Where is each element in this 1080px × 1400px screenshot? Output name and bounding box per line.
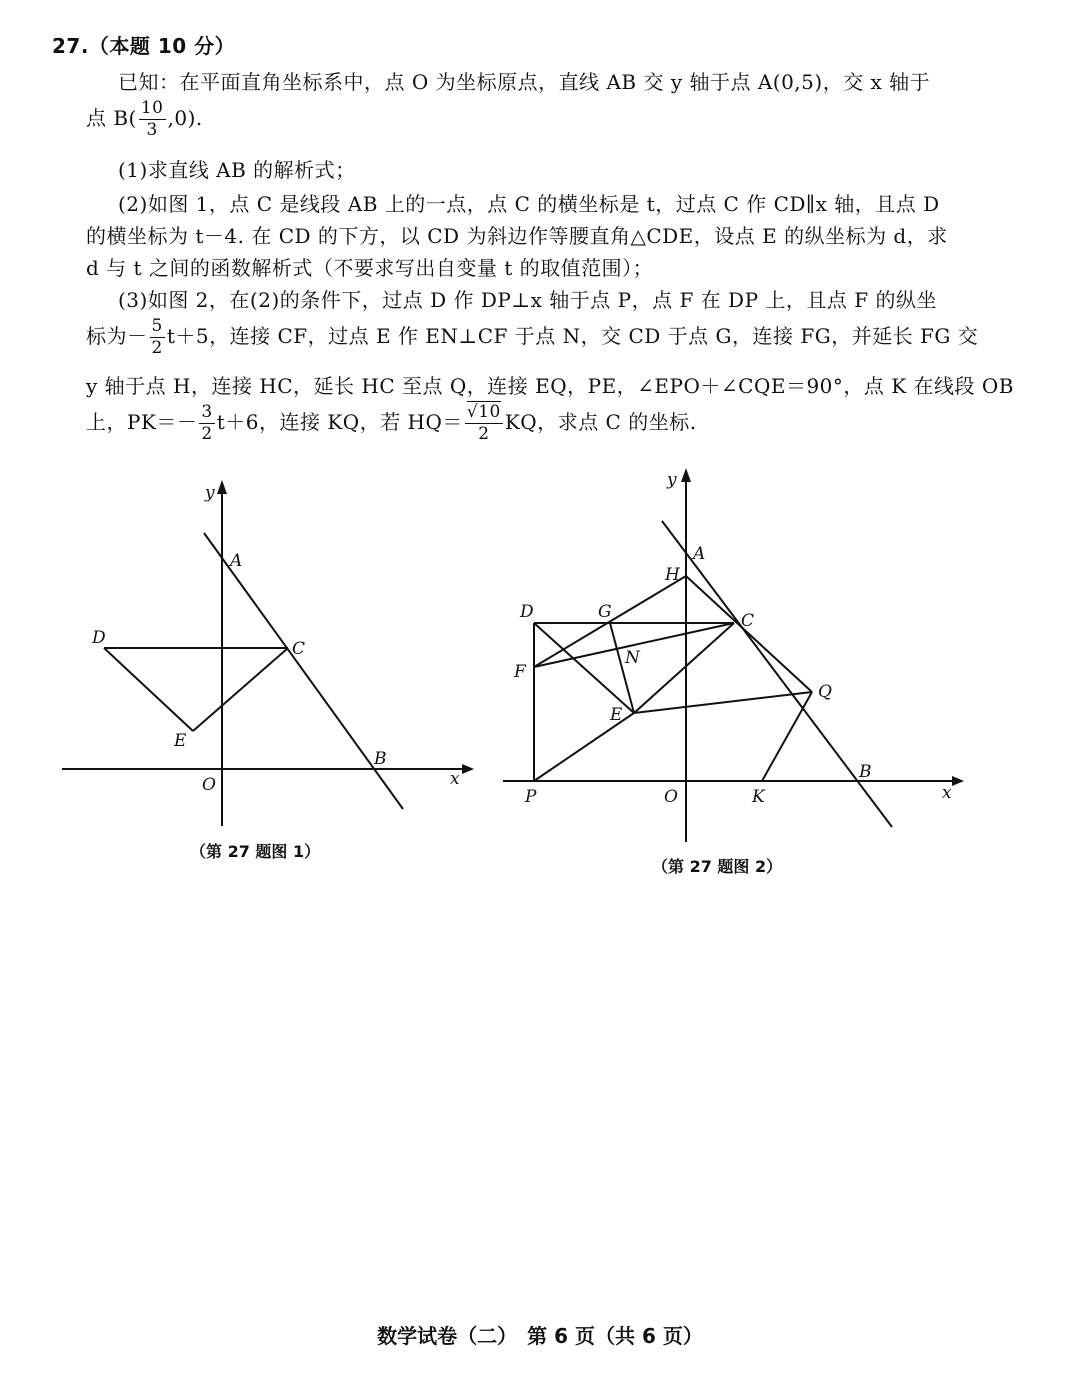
fig2-label-q: Q [818, 682, 832, 702]
fig1-x-arrow [462, 764, 474, 774]
fig2-segment-hq [686, 576, 812, 692]
given-line-2-post: ,0). [167, 106, 203, 130]
q3-line-4-post: KQ，求点 C 的坐标. [504, 410, 697, 434]
fig1-caption: （第 27 题图 1） [190, 842, 321, 861]
fig2-label-o: O [664, 787, 678, 807]
fig1-label-o: O [202, 775, 216, 795]
question-1: (1)求直线 AB 的解析式； [118, 158, 356, 182]
fraction-numerator: 10 [140, 98, 164, 118]
given-line-2-pre: 点 B( [86, 106, 137, 130]
fig2-label-h: H [665, 565, 680, 585]
fig2-label-d: D [520, 602, 534, 622]
fraction-denominator: 2 [478, 424, 490, 444]
fig1-label-a: A [230, 551, 243, 571]
q3-line-4-mid: t＋6，连接 KQ，若 HQ＝ [216, 410, 463, 434]
question-2-line-1: (2)如图 1，点 C 是线段 AB 上的一点，点 C 的横坐标是 t，过点 C 作 CD∥x 轴，且点 D [118, 192, 940, 216]
fig2-label-p: P [525, 787, 537, 807]
fig1-label-y: y [205, 483, 215, 503]
fig2-label-c: C [741, 611, 755, 631]
page-footer: 数学试卷（二） 第 6 页（共 6 页） [377, 1324, 703, 1348]
question-2-line-3: d 与 t 之间的函数解析式（不要求写出自变量 t 的取值范围）； [86, 256, 654, 280]
fig1-label-c: C [292, 639, 306, 659]
question-2-line-2: 的横坐标为 t－4. 在 CD 的下方，以 CD 为斜边作等腰直角△CDE，设点 E 的纵坐标为 d，求 [86, 224, 948, 248]
fig2-label-n: N [625, 648, 640, 668]
fraction-denominator: 2 [151, 338, 163, 358]
fig2-segment-kq [762, 692, 812, 781]
fig1-segment-de [104, 648, 193, 731]
problem-header: 27.（本题 10 分） [52, 34, 236, 58]
fig2-y-arrow [681, 468, 691, 482]
fig2-label-a: A [693, 544, 706, 564]
q3-line-2-post: t＋5，连接 CF，过点 E 作 EN⊥CF 于点 N，交 CD 于点 G，连接 FG，并延长 FG 交 [166, 324, 979, 348]
fig2-x-arrow [952, 776, 964, 786]
question-3-line-1: (3)如图 2，在(2)的条件下，过点 D 作 DP⊥x 轴于点 P，点 F 在 DP 上，且点 F 的纵坐 [118, 288, 937, 312]
fig2-label-e: E [610, 705, 623, 725]
fig2-label-k: K [752, 787, 765, 807]
fraction-numerator: 5 [151, 316, 163, 336]
fig1-segment-ec [193, 648, 288, 731]
q3-line-2-pre: 标为－ [86, 324, 148, 348]
fig2-label-g: G [598, 602, 612, 622]
fig2-segment-ec [634, 623, 734, 713]
fig2-label-y: y [667, 470, 677, 490]
fig2-label-x: x [942, 783, 952, 803]
given-line-1: 已知：在平面直角坐标系中，点 O 为坐标原点，直线 AB 交 y 轴于点 A(0,5)，交 x 轴于 [118, 70, 931, 94]
fig1-label-e: E [174, 731, 187, 751]
fraction-denominator: 3 [146, 120, 158, 140]
fig1-label-b: B [374, 749, 387, 769]
fig1-label-d: D [92, 628, 106, 648]
fig1-label-x: x [450, 769, 460, 789]
fig2-label-b: B [859, 762, 872, 782]
question-3-line-3: y 轴于点 H，连接 HC，延长 HC 至点 Q，连接 EQ，PE，∠EPO＋∠CQE＝90°，点 K 在线段 OB [86, 374, 1015, 398]
fraction-denominator: 2 [201, 424, 213, 444]
fig2-label-f: F [514, 662, 526, 682]
sqrt-ten: √10 [466, 402, 501, 422]
q3-line-4-pre: 上，PK＝－ [86, 410, 198, 434]
fig2-caption: （第 27 题图 2） [652, 857, 783, 876]
fig2-segment-eq [634, 692, 812, 713]
fig2-segment-eg [610, 623, 634, 713]
fig1-y-arrow [217, 480, 227, 494]
fraction-numerator: 3 [201, 402, 213, 422]
